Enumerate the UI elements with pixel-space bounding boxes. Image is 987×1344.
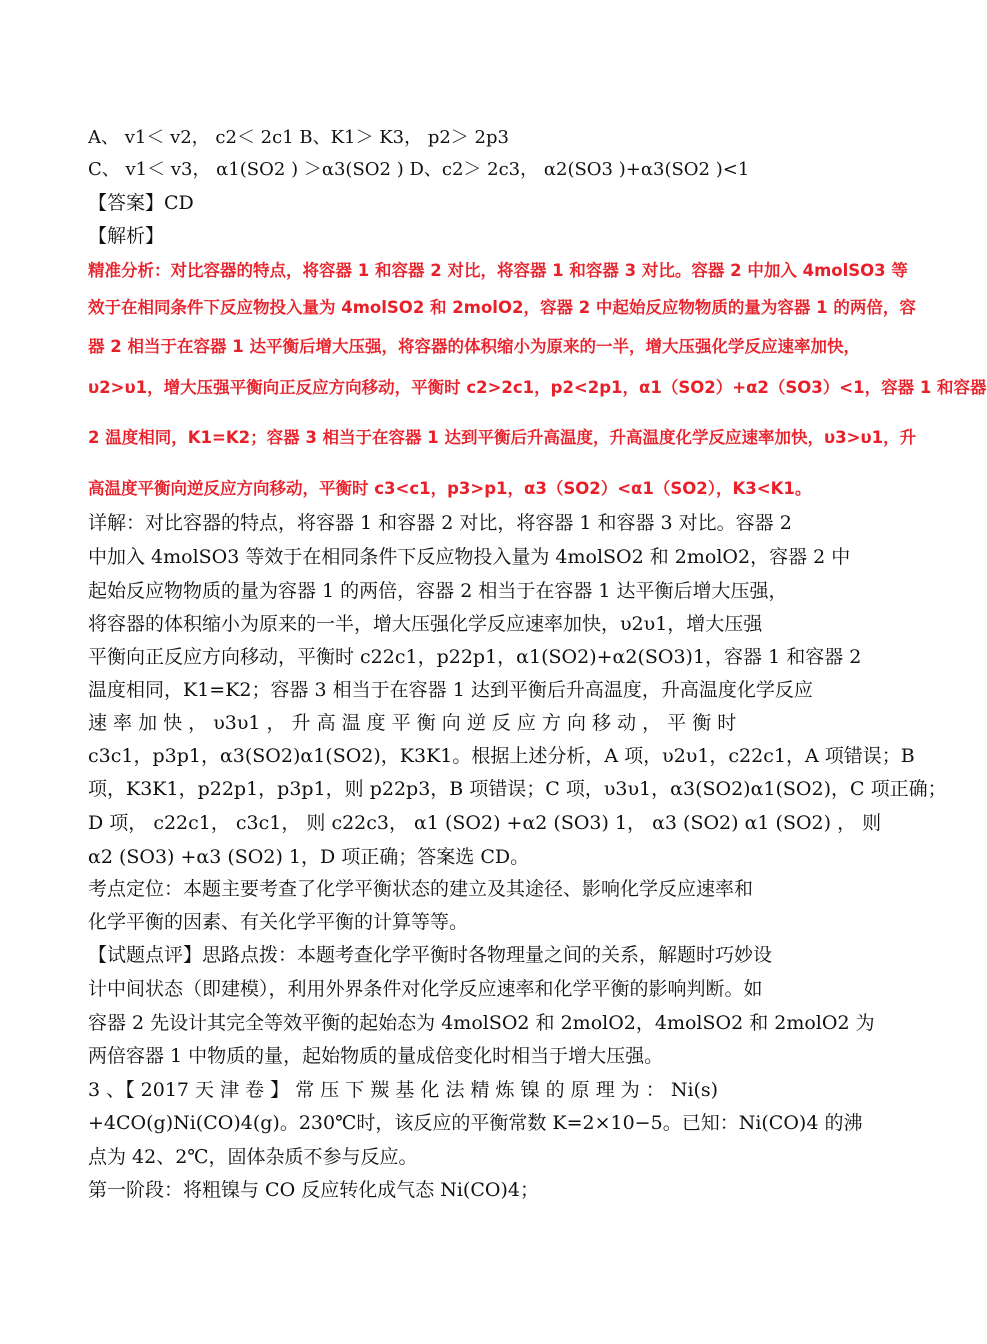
detail-line: 速 率 加 快 ， υ3υ1 ， 升 高 温 度 平 衡 向 逆 反 应 方 向 移 动 ， 平 衡 时 xyxy=(88,712,737,734)
precise-analysis-line: 效于在相同条件下反应物投入量为 4molSO2 和 2molO2，容器 2 中起始反应物物质的量为容器 1 的两倍，容 xyxy=(88,298,916,317)
comment-line: 【试题点评】思路点拨：本题考查化学平衡时各物理量之间的关系，解题时巧妙设 xyxy=(88,944,773,966)
precise-analysis-line: 2 温度相同，K1=K2；容器 3 相当于在容器 1 达到平衡后升高温度，升高温度化学反应速率加快，υ3>υ1，升 xyxy=(88,428,917,447)
answer-label: 【答案】CD xyxy=(88,192,194,214)
comment-line: 计中间状态（即建模），利用外界条件对化学反应速率和化学平衡的影响判断。如 xyxy=(88,978,763,1000)
comment-line: 容器 2 先设计其完全等效平衡的起始态为 4molSO2 和 2molO2，4molSO2 和 2molO2 为 xyxy=(88,1012,875,1034)
comment-line: 两倍容器 1 中物质的量，起始物质的量成倍变化时相当于增大压强。 xyxy=(88,1045,664,1067)
precise-analysis-line: 器 2 相当于在容器 1 达平衡后增大压强，将容器的体积缩小为原来的一半，增大压强化学反应速率加快， xyxy=(88,337,860,356)
precise-analysis-line: 精准分析：对比容器的特点，将容器 1 和容器 2 对比，将容器 1 和容器 3 对比。容器 2 中加入 4molSO3 等 xyxy=(88,261,908,280)
detail-line: 中加入 4molSO3 等效于在相同条件下反应物投入量为 4molSO2 和 2molO2，容器 2 中 xyxy=(88,546,851,568)
question-3-line: 点为 42、2℃，固体杂质不参与反应。 xyxy=(88,1146,418,1168)
options-line-cd: C、 v1＜ v3， α1(SO2 ) ＞α3(SO2 ) D、c2＞ 2c3， α2(SO3 )+α3(SO2 )<1 xyxy=(88,159,750,180)
question-3-line: +4CO(g)Ni(CO)4(g)。230℃时，该反应的平衡常数 K=2×10−5。已知：Ni(CO)4 的沸 xyxy=(88,1112,863,1134)
detail-line: 详解：对比容器的特点，将容器 1 和容器 2 对比，将容器 1 和容器 3 对比。容器 2 xyxy=(88,512,792,534)
detail-line: 将容器的体积缩小为原来的一半，增大压强化学反应速率加快，υ2υ1，增大压强 xyxy=(88,613,763,635)
precise-analysis-line: υ2>υ1，增大压强平衡向正反应方向移动，平衡时 c2>2c1，p2<2p1，α1（SO2）+α2（SO3）<1，容器 1 和容器 xyxy=(88,378,987,397)
detail-line: c3c1，p3p1，α3(SO2)α1(SO2)，K3K1。根据上述分析，A 项，υ2υ1，c22c1，A 项错误；B xyxy=(88,745,915,767)
detail-line: 起始反应物物质的量为容器 1 的两倍，容器 2 相当于在容器 1 达平衡后增大压强， xyxy=(88,580,788,602)
detail-line: α2 (SO3) +α3 (SO2) 1，D 项正确；答案选 CD。 xyxy=(88,846,530,868)
detail-line: 平衡向正反应方向移动，平衡时 c22c1，p22p1，α1(SO2)+α2(SO3)1，容器 1 和容器 2 xyxy=(88,646,862,668)
detail-line: 项，K3K1，p22p1，p3p1，则 p22p3，B 项错误；C 项，υ3υ1，α3(SO2)α1(SO2)，C 项正确； xyxy=(88,778,947,800)
question-3-line: 第一阶段：将粗镍与 CO 反应转化成气态 Ni(CO)4； xyxy=(88,1179,539,1201)
precise-analysis-line: 高温度平衡向逆反应方向移动，平衡时 c3<c1，p3>p1，α3（SO2）<α1（SO2），K3<K1。 xyxy=(88,479,812,498)
detail-line: D 项， c22c1， c3c1， 则 c22c3， α1 (SO2) +α2 (SO3) 1， α3 (SO2) α1 (SO2) ， 则 xyxy=(88,812,882,834)
analysis-label: 【解析】 xyxy=(88,225,165,247)
exam-point-line: 考点定位：本题主要考查了化学平衡状态的建立及其途径、影响化学反应速率和 xyxy=(88,878,754,900)
question-3-line: 3 、【 2017 天 津 卷 】 常 压 下 羰 基 化 法 精 炼 镍 的 原 理 为 ： Ni(s) xyxy=(88,1079,719,1101)
detail-line: 温度相同，K1=K2；容器 3 相当于在容器 1 达到平衡后升高温度，升高温度化学反应 xyxy=(88,679,813,701)
exam-point-line: 化学平衡的因素、有关化学平衡的计算等等。 xyxy=(88,911,469,933)
options-line-ab: A、 v1＜ v2， c2＜ 2c1 B、K1＞ K3， p2＞ 2p3 xyxy=(88,127,509,148)
